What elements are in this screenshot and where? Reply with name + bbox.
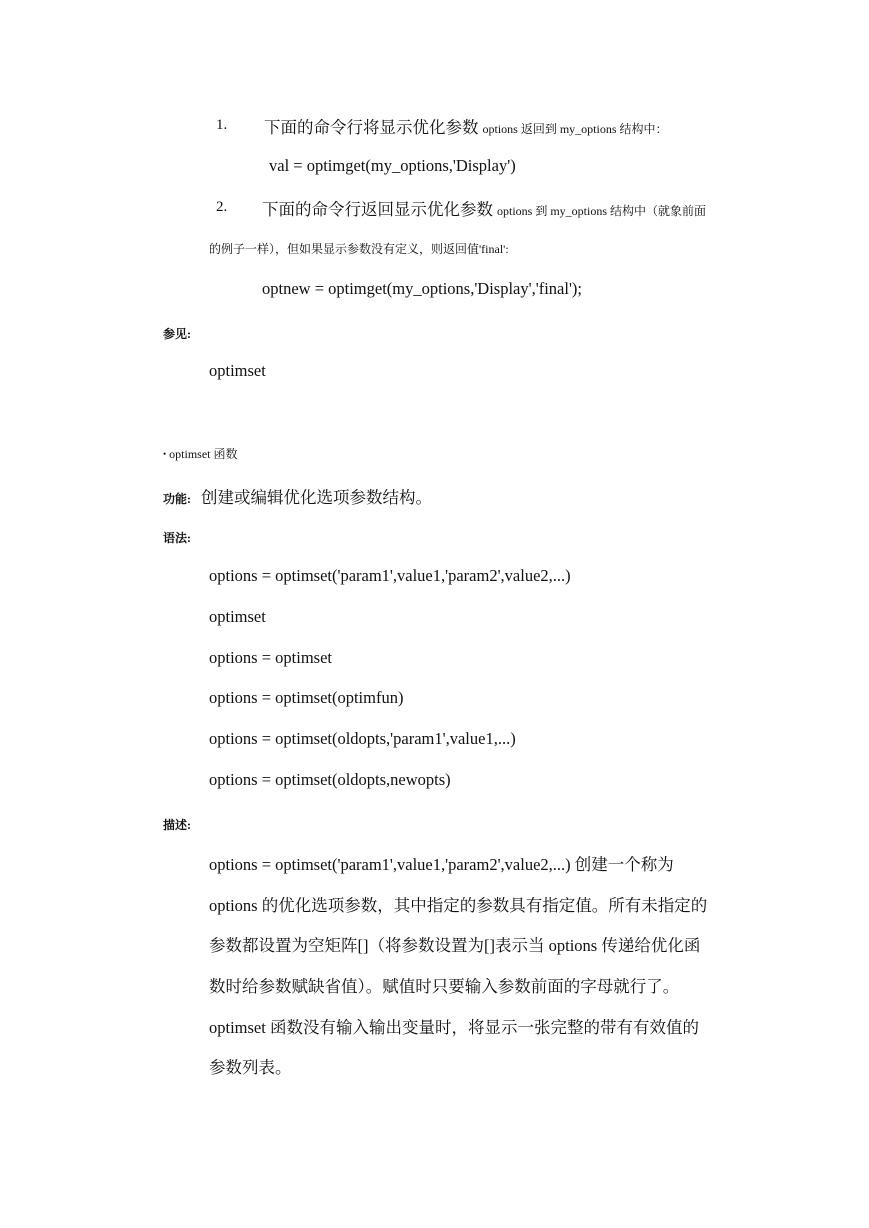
description-line: options 的优化选项参数，其中指定的参数具有指定值。所有未指定的: [209, 896, 708, 915]
example-2-code: optnew = optimget(my_options,'Display','final');: [262, 279, 582, 298]
syntax-line: options = optimset(optimfun): [209, 688, 404, 707]
function-row: [163, 484, 432, 508]
description-line: optimset 函数没有输入输出变量时，将显示一张完整的带有有效值的: [209, 1018, 699, 1037]
example-2-text-main: 下面的命令行返回显示优化参数: [262, 200, 493, 219]
description-line: 参数列表。: [209, 1058, 292, 1077]
description-line: 数时给参数赋缺省值）。赋值时只要输入参数前面的字母就行了。: [209, 977, 680, 996]
example-1-code: val = optimget(my_options,'Display'): [269, 156, 516, 175]
syntax-label: 语法:: [163, 531, 191, 545]
see-also-label: 参见:: [163, 327, 191, 341]
example-1-number: 1.: [216, 117, 228, 133]
bullet-icon: •: [163, 449, 167, 459]
syntax-line: optimset: [209, 607, 266, 626]
example-1-text-main: 下面的命令行将显示优化参数: [264, 118, 479, 137]
example-2-text: [262, 196, 706, 220]
description-line: options = optimset('param1',value1,'param2',value2,...) 创建一个称为: [209, 855, 674, 874]
description-label: 描述:: [163, 818, 191, 832]
example-2-text-tail: options 到 my_options 结构中（就象前面: [497, 204, 707, 218]
syntax-line: options = optimset(oldopts,'param1',value1,...): [209, 729, 516, 748]
syntax-line: options = optimset(oldopts,newopts): [209, 770, 451, 789]
syntax-line: options = optimset: [209, 648, 332, 667]
see-also-value: optimset: [209, 361, 266, 380]
section-heading: [163, 445, 238, 462]
syntax-line: options = optimset('param1',value1,'param2',value2,...): [209, 566, 571, 585]
function-label: 功能:: [163, 492, 191, 506]
example-2-text-line2: 的例子一样），但如果显示参数没有定义，则返回值'final':: [209, 242, 509, 256]
description-line: 参数都设置为空矩阵[]（将参数设置为[]表示当 options 传递给优化函: [209, 936, 701, 955]
example-1-text-tail: options 返回到 my_options 结构中：: [482, 122, 668, 136]
function-text: 创建或编辑优化选项参数结构。: [201, 488, 432, 507]
example-2-number: 2.: [216, 199, 228, 215]
section-title: optimset 函数: [169, 447, 238, 461]
example-1-text: [264, 114, 668, 138]
